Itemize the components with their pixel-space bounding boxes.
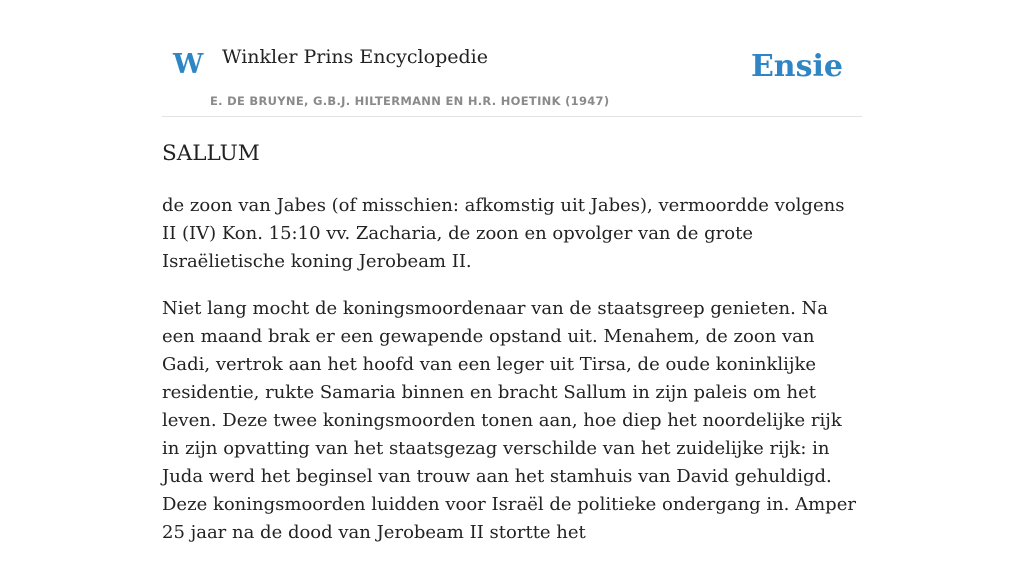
article-paragraph: de zoon van Jabes (of misschien: afkomstig uit Jabes), vermoordde volgens II (IV) Kon. 15:10 vv. Zacharia, de zoon en opvolger van de grote Israëlietische koning Jerobeam II. bbox=[162, 195, 845, 272]
source-title[interactable]: Winkler Prins Encyclopedie bbox=[222, 46, 488, 68]
article-paragraph: Niet lang mocht de koningsmoordenaar van de staatsgreep genieten. Na een maand brak er een gewapende opstand uit. Menahem, de zoon van Gadi, vertrok aan het hoofd van een leger uit Tirsa, de oude koninklijke residentie, rukte Samaria binnen en bracht Sallum in zijn paleis om het leven. Deze twee koningsmoorden tonen aan, hoe diep het noordelijke rijk in zijn opvatting van het staatsgezag verschilde van het zuidelijke rijk: in Juda werd het beginsel van trouw aan het stamhuis van David gehuldigd. Deze koningsmoorden luidden voor Israël de politieke ondergang in. Amper 25 jaar na de dood van Jerobeam II stortte het bbox=[162, 298, 856, 543]
article-body bbox=[162, 192, 862, 566]
source-authors: E. DE BRUYNE, G.B.J. HILTERMANN EN H.R. HOETINK (1947) bbox=[210, 94, 610, 108]
page-title: SALLUM bbox=[162, 141, 260, 166]
ensie-brand-logo[interactable]: Ensie bbox=[750, 49, 843, 84]
winkler-prins-logo-icon[interactable]: W bbox=[173, 49, 204, 80]
source-header bbox=[162, 0, 862, 117]
